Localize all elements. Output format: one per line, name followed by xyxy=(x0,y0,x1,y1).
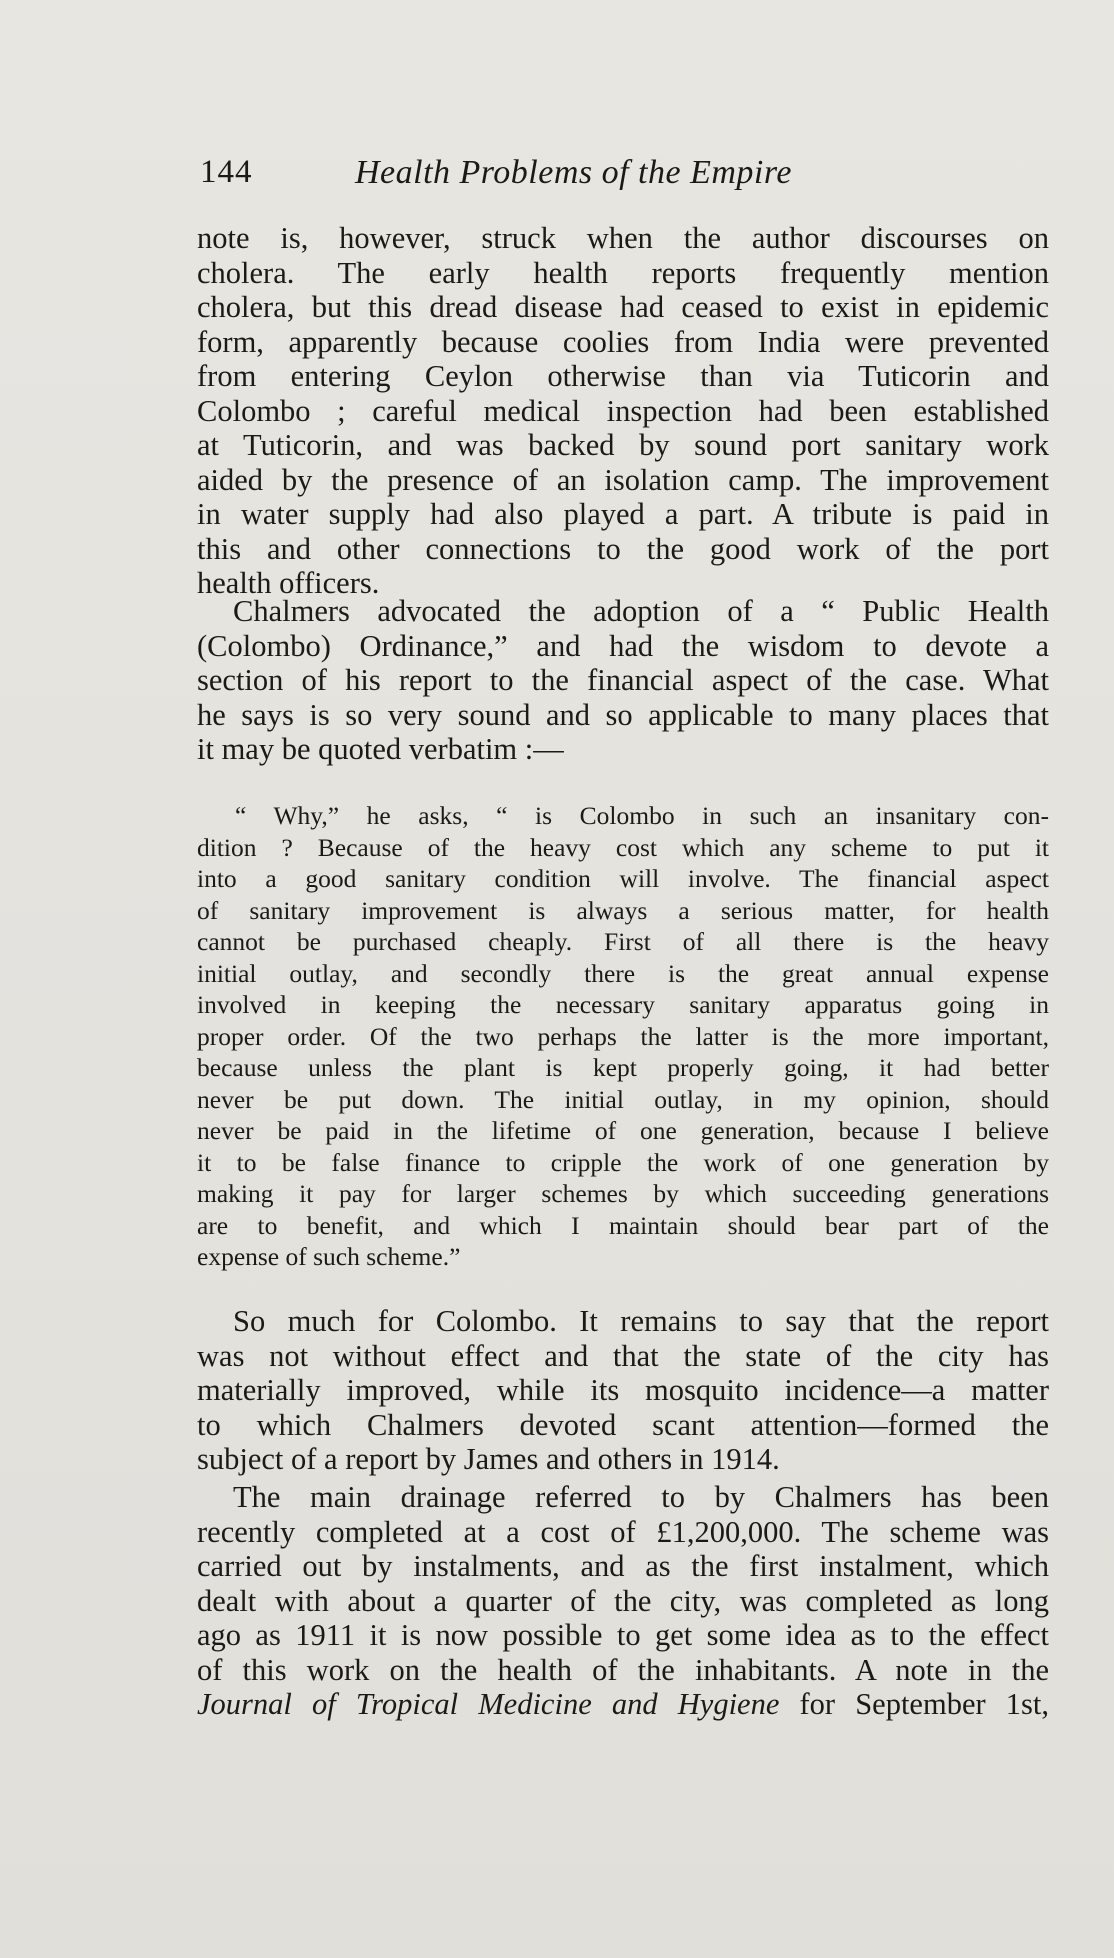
text-line: subject of a report by James and others in 1914. xyxy=(197,1442,780,1476)
journal-date-text: for September 1st, xyxy=(779,1687,1049,1721)
text-line: aided by the presence of an isolation camp. The improvement xyxy=(197,462,1049,497)
text-line: this and other connections to the good work of the port xyxy=(197,531,1049,566)
text-line: to which Chalmers devoted scant attention—formed the xyxy=(197,1407,1049,1442)
text-line: at Tuticorin, and was backed by sound port sanitary work xyxy=(197,428,1049,462)
text-line: health officers. xyxy=(197,566,380,600)
text-line: The main drainage referred to by Chalmers has been xyxy=(233,1480,1049,1514)
paragraph-so-much-for-colombo xyxy=(197,1304,1049,1477)
text-line: Chalmers advocated the adoption of a “ Public Health xyxy=(233,594,1049,628)
text-line: from entering Ceylon otherwise than via Tuticorin and xyxy=(197,359,1049,393)
paragraph-chalmers-ordinance xyxy=(197,594,1049,767)
text-line: ago as 1911 it is now possible to get some idea as to the effect xyxy=(197,1618,1049,1652)
running-title: Health Problems of the Empire xyxy=(355,154,792,191)
text-line: section of his report to the financial aspect of the case. What xyxy=(197,663,1049,697)
quote-line: never be put down. The initial outlay, in my opinion, should xyxy=(197,1084,1049,1114)
text-line: Colombo ; careful medical inspection had been established xyxy=(197,393,1049,428)
text-line: he says is so very sound and so applicable to many places that xyxy=(197,697,1049,732)
quote-line: into a good sanitary condition will involve. The financial aspect xyxy=(197,864,1049,893)
page-number: 144 xyxy=(200,154,253,190)
quote-line: never be paid in the lifetime of one generation, because I believe xyxy=(197,1116,1049,1145)
text-line: materially improved, while its mosquito incidence—a matter xyxy=(197,1373,1049,1407)
page-header xyxy=(200,150,1060,210)
text-line: it may be quoted verbatim :— xyxy=(197,732,564,766)
quote-line: making it pay for larger schemes by which succeeding generations xyxy=(197,1179,1049,1208)
text-line: (Colombo) Ordinance,” and had the wisdom to devote a xyxy=(197,628,1049,663)
text-line: cholera. The early health reports frequently mention xyxy=(197,255,1049,290)
text-line xyxy=(197,1687,1049,1722)
quote-line: it to be false finance to cripple the work of one generation by xyxy=(197,1147,1049,1177)
text-line: recently completed at a cost of £1,200,000. The scheme was xyxy=(197,1514,1049,1549)
block-quotation xyxy=(197,800,1049,1273)
text-line: So much for Colombo. It remains to say that the report xyxy=(233,1304,1049,1338)
quote-line: dition ? Because of the heavy cost which any scheme to put it xyxy=(197,832,1049,862)
quote-line: are to benefit, and which I maintain should bear part of the xyxy=(197,1210,1049,1240)
text-line: form, apparently because coolies from India were prevented xyxy=(197,324,1049,359)
text-line: carried out by instalments, and as the first instalment, which xyxy=(197,1549,1049,1583)
quote-line: involved in keeping the necessary sanitary apparatus going in xyxy=(197,990,1049,1019)
text-line: dealt with about a quarter of the city, was completed as long xyxy=(197,1583,1049,1618)
journal-title: Journal of Tropical Medicine and Hygiene xyxy=(197,1687,780,1721)
quote-line: expense of such scheme.” xyxy=(197,1242,461,1271)
quote-line: initial outlay, and secondly there is the great annual expense xyxy=(197,958,1049,988)
quote-line: proper order. Of the two perhaps the latter is the more important, xyxy=(197,1021,1049,1051)
quote-line: because unless the plant is kept properly going, it had better xyxy=(197,1053,1049,1082)
text-line: in water supply had also played a part. A tribute is paid in xyxy=(197,497,1049,531)
text-line: cholera, but this dread disease had ceased to exist in epidemic xyxy=(197,290,1049,324)
quote-line: “ Why,” he asks, “ is Colombo in such an insanitary con- xyxy=(235,801,1049,830)
quote-line: cannot be purchased cheaply. First of all there is the heavy xyxy=(197,927,1049,956)
paragraph-continuation xyxy=(197,221,1049,601)
quote-line: of sanitary improvement is always a serious matter, for health xyxy=(197,895,1049,925)
text-line: of this work on the health of the inhabitants. A note in the xyxy=(197,1652,1049,1687)
text-line: was not without effect and that the state of the city has xyxy=(197,1338,1049,1373)
text-line: note is, however, struck when the author discourses on xyxy=(197,221,1049,255)
paragraph-main-drainage xyxy=(197,1480,1049,1722)
